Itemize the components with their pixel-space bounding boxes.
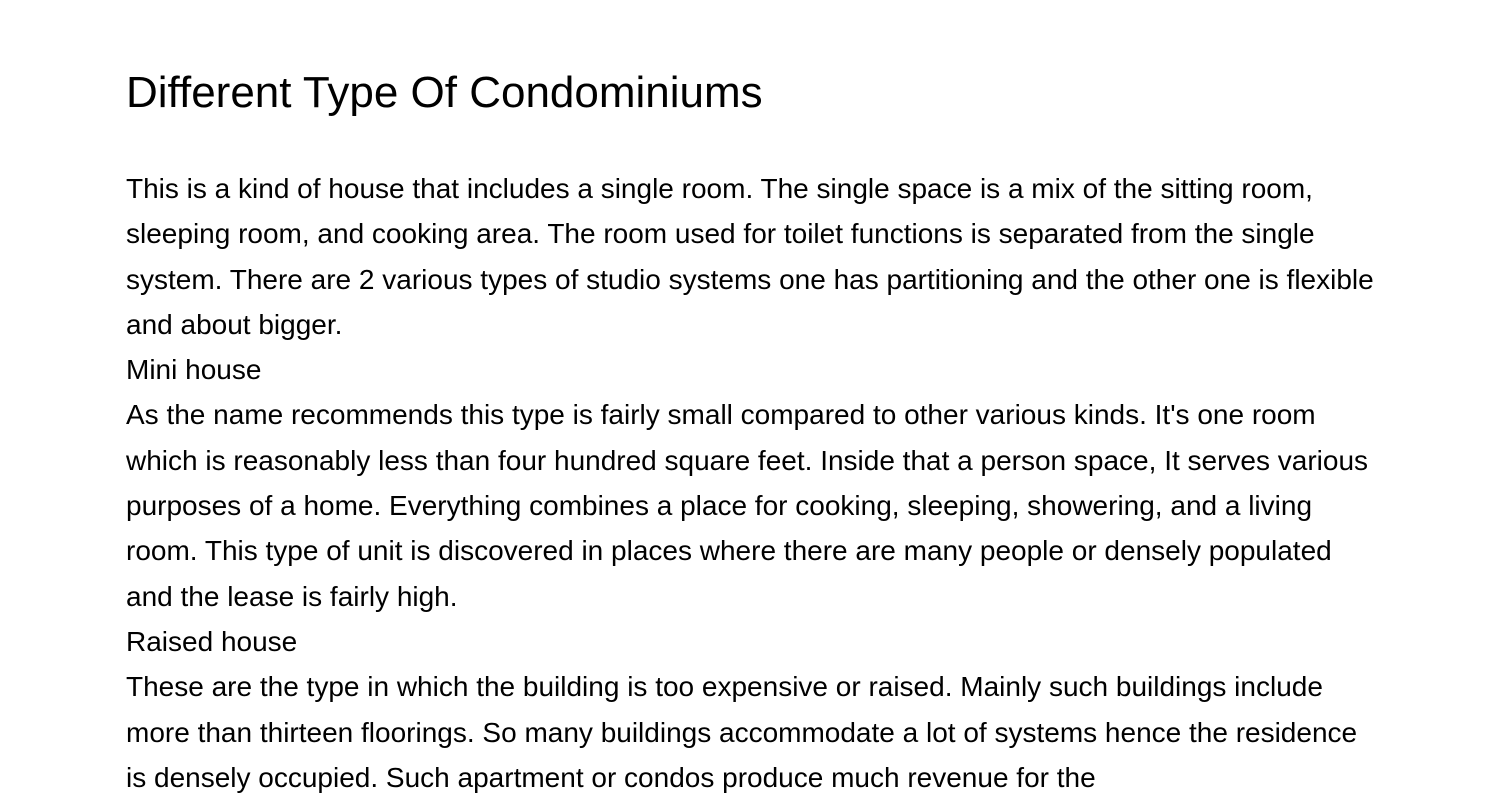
subheading-mini-house: Mini house	[126, 354, 262, 386]
subheading-raised-house: Raised house	[126, 625, 298, 657]
paragraph-studio: This is a kind of house that includes a single room. The single space is a mix of the sitting room, sleeping room, and cooking area. The room used for toilet functions is separated from the single system. There are 2 various types of studio systems one has partitioning and the other one is flexible and about bigger.	[126, 173, 1374, 340]
document-body	[126, 166, 1376, 800]
paragraph-mini-house: As the name recommends this type is fairly small compared to other various kinds. It's one room which is reasonably less than four hundred square feet. Inside that a person space, It serves various purposes of a home. Everything combines a place for cooking, sleeping, showering, and a living room. This type of unit is discovered in places where there are many people or densely populated and the lease is fairly high.	[126, 399, 1369, 612]
paragraph-raised-house: These are the type in which the building is too expensive or raised. Mainly such buildings include more than thirteen floorings. So many buildings accommodate a lot of systems hence the residence is densely occupied. Such apartment or condos produce much revenue for the	[126, 671, 1358, 793]
document-title: Different Type Of Condominiums	[126, 68, 763, 117]
